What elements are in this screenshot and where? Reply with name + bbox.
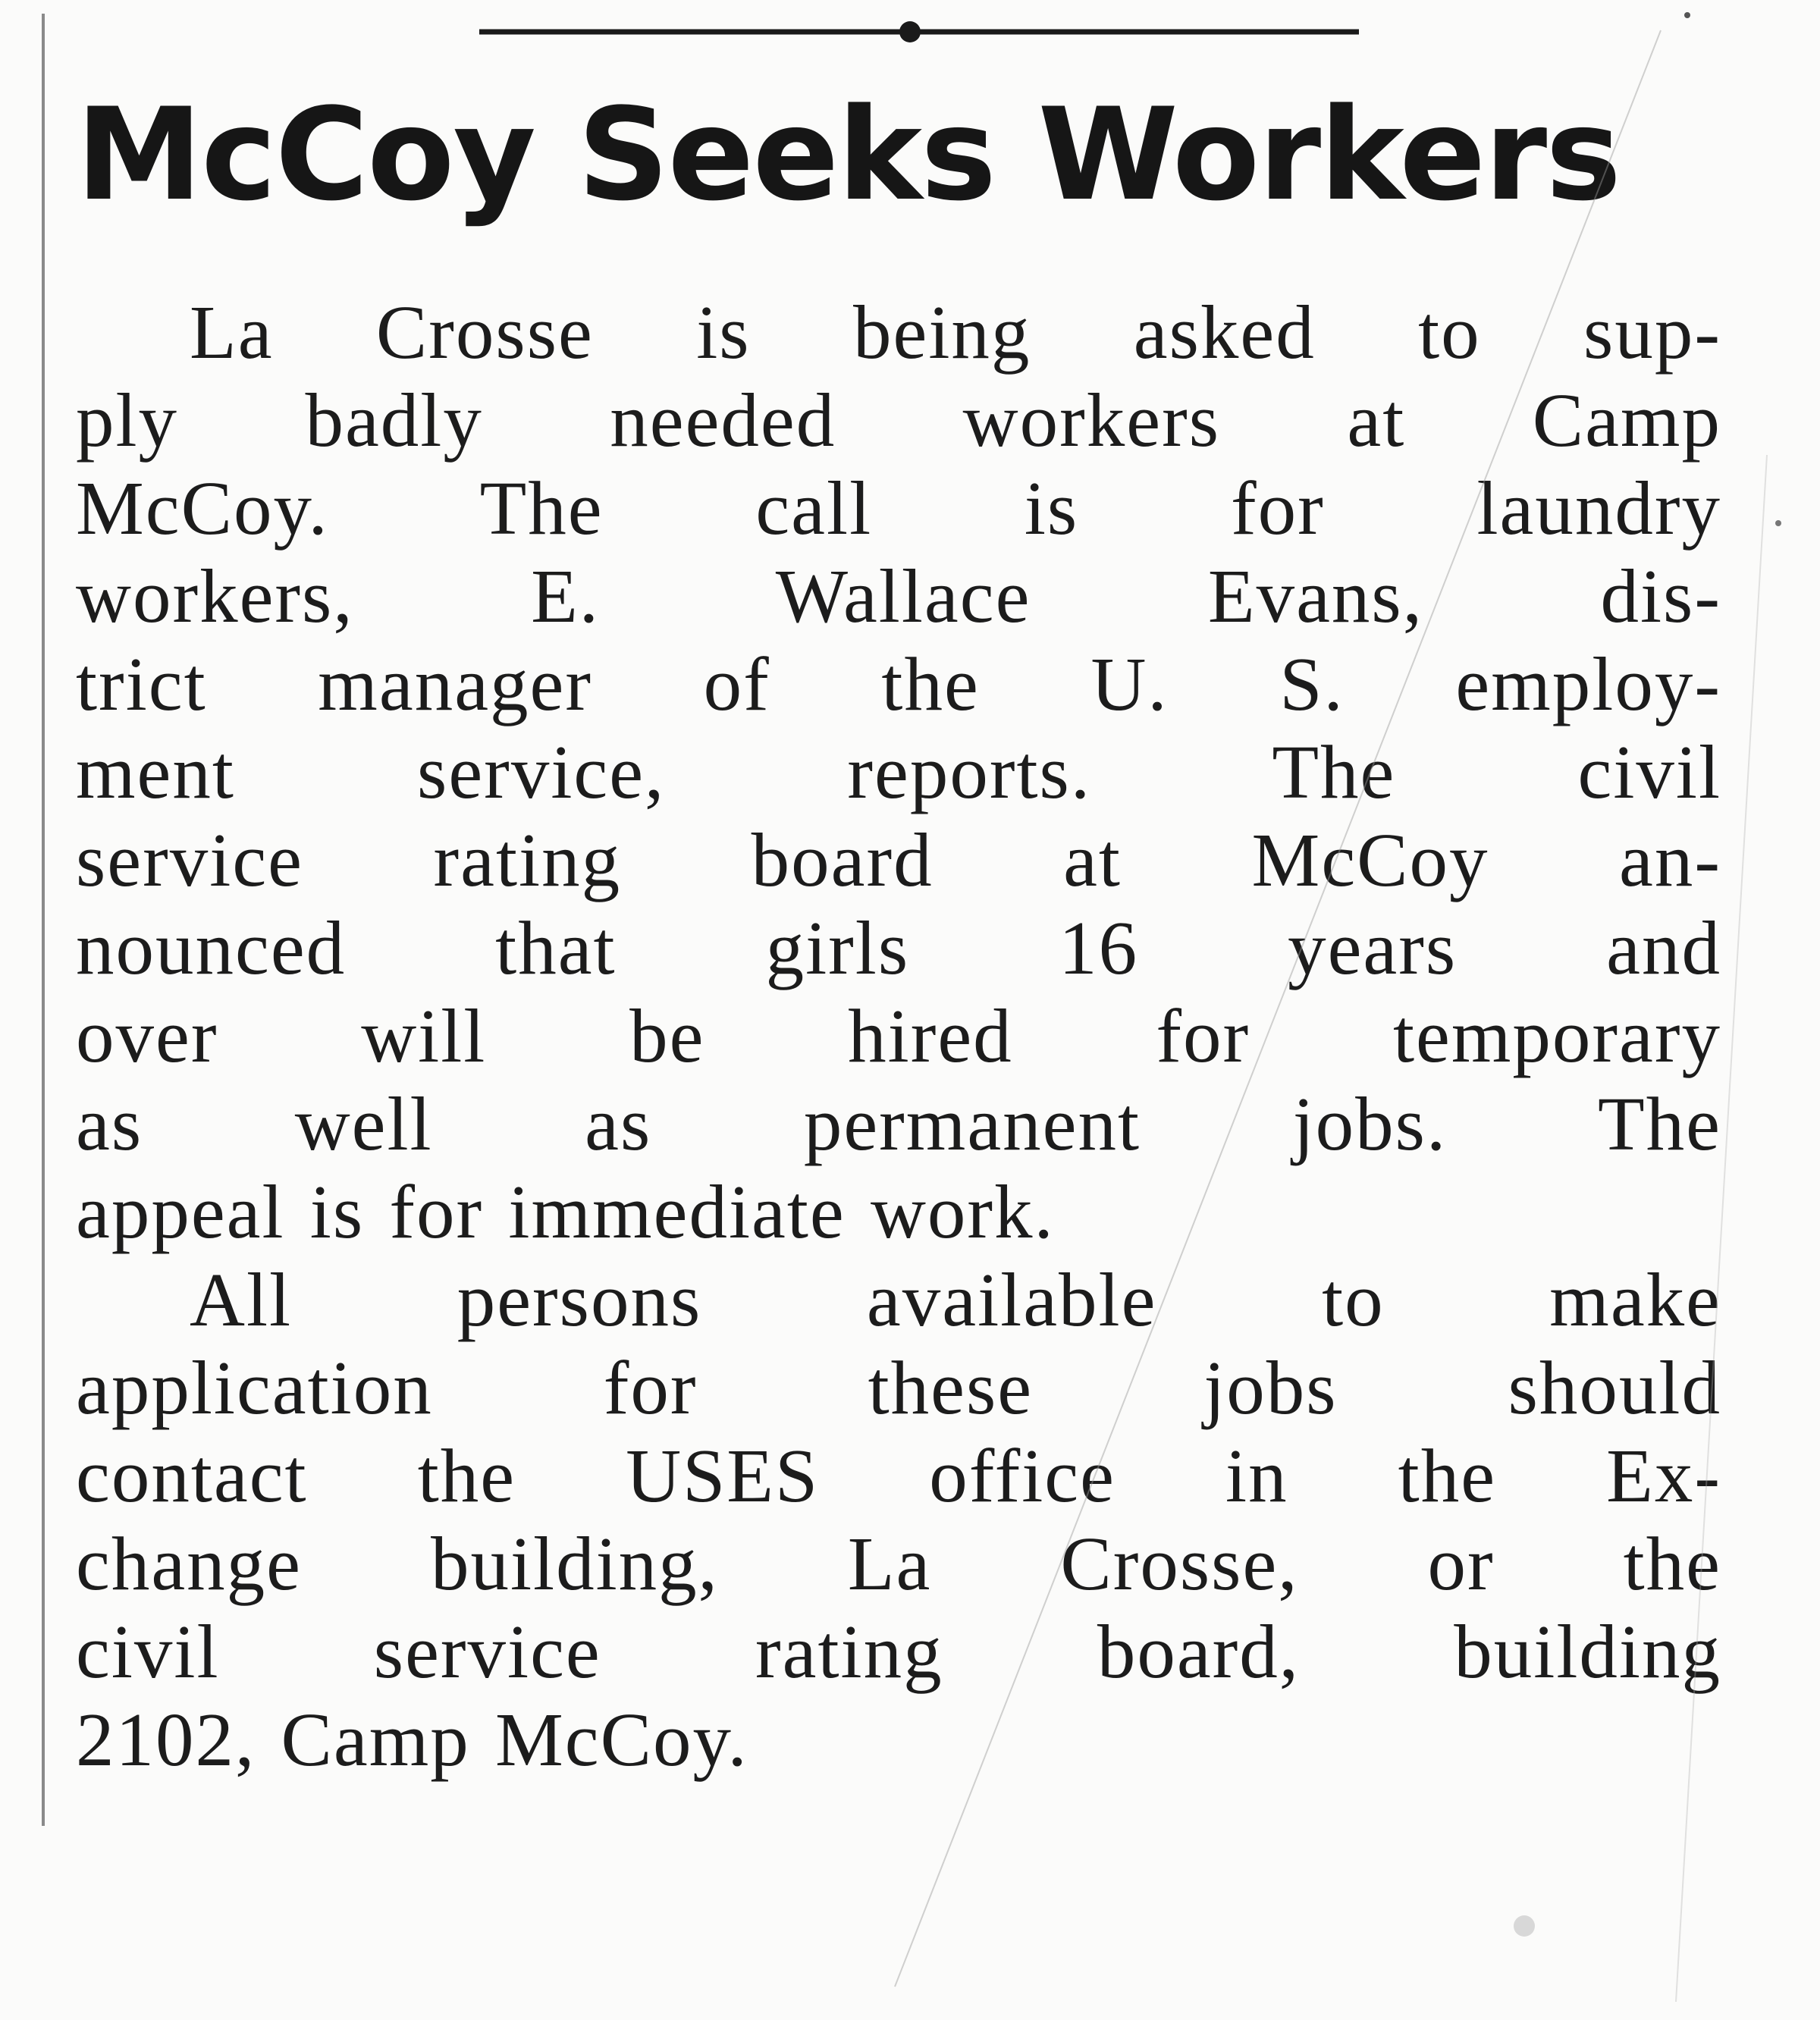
text-line: appeal is for immediate work. bbox=[76, 1169, 1055, 1254]
text-line: La Crosse is being asked to sup- bbox=[190, 290, 1721, 375]
text-line: ply badly needed workers at Camp bbox=[76, 378, 1721, 463]
text-line: nounced that girls 16 years and bbox=[76, 905, 1721, 990]
article-body bbox=[76, 288, 1721, 1783]
text-line: service rating board at McCoy an- bbox=[76, 817, 1721, 902]
headline: McCoy Seeks Workers bbox=[76, 80, 1621, 229]
text-line: civil service rating board, building bbox=[76, 1609, 1721, 1694]
column-rule bbox=[42, 14, 45, 1826]
text-line: 2102, Camp McCoy. bbox=[76, 1697, 748, 1782]
text-line: McCoy. The call is for laundry bbox=[76, 466, 1721, 550]
text-line: contact the USES office in the Ex- bbox=[76, 1433, 1721, 1518]
paragraph-2 bbox=[76, 1256, 1721, 1783]
text-line: change building, La Crosse, or the bbox=[76, 1521, 1721, 1606]
text-line: ment service, reports. The civil bbox=[76, 729, 1721, 814]
headline-ornament-rule bbox=[479, 17, 1359, 47]
text-line: trict manager of the U. S. employ- bbox=[76, 641, 1721, 726]
paragraph-1 bbox=[76, 288, 1721, 1256]
text-line: workers, E. Wallace Evans, dis- bbox=[76, 554, 1721, 638]
text-line: over will be hired for temporary bbox=[76, 993, 1721, 1078]
text-line: as well as permanent jobs. The bbox=[76, 1081, 1721, 1166]
text-line: All persons available to make bbox=[190, 1257, 1721, 1342]
text-line: application for these jobs should bbox=[76, 1345, 1721, 1430]
